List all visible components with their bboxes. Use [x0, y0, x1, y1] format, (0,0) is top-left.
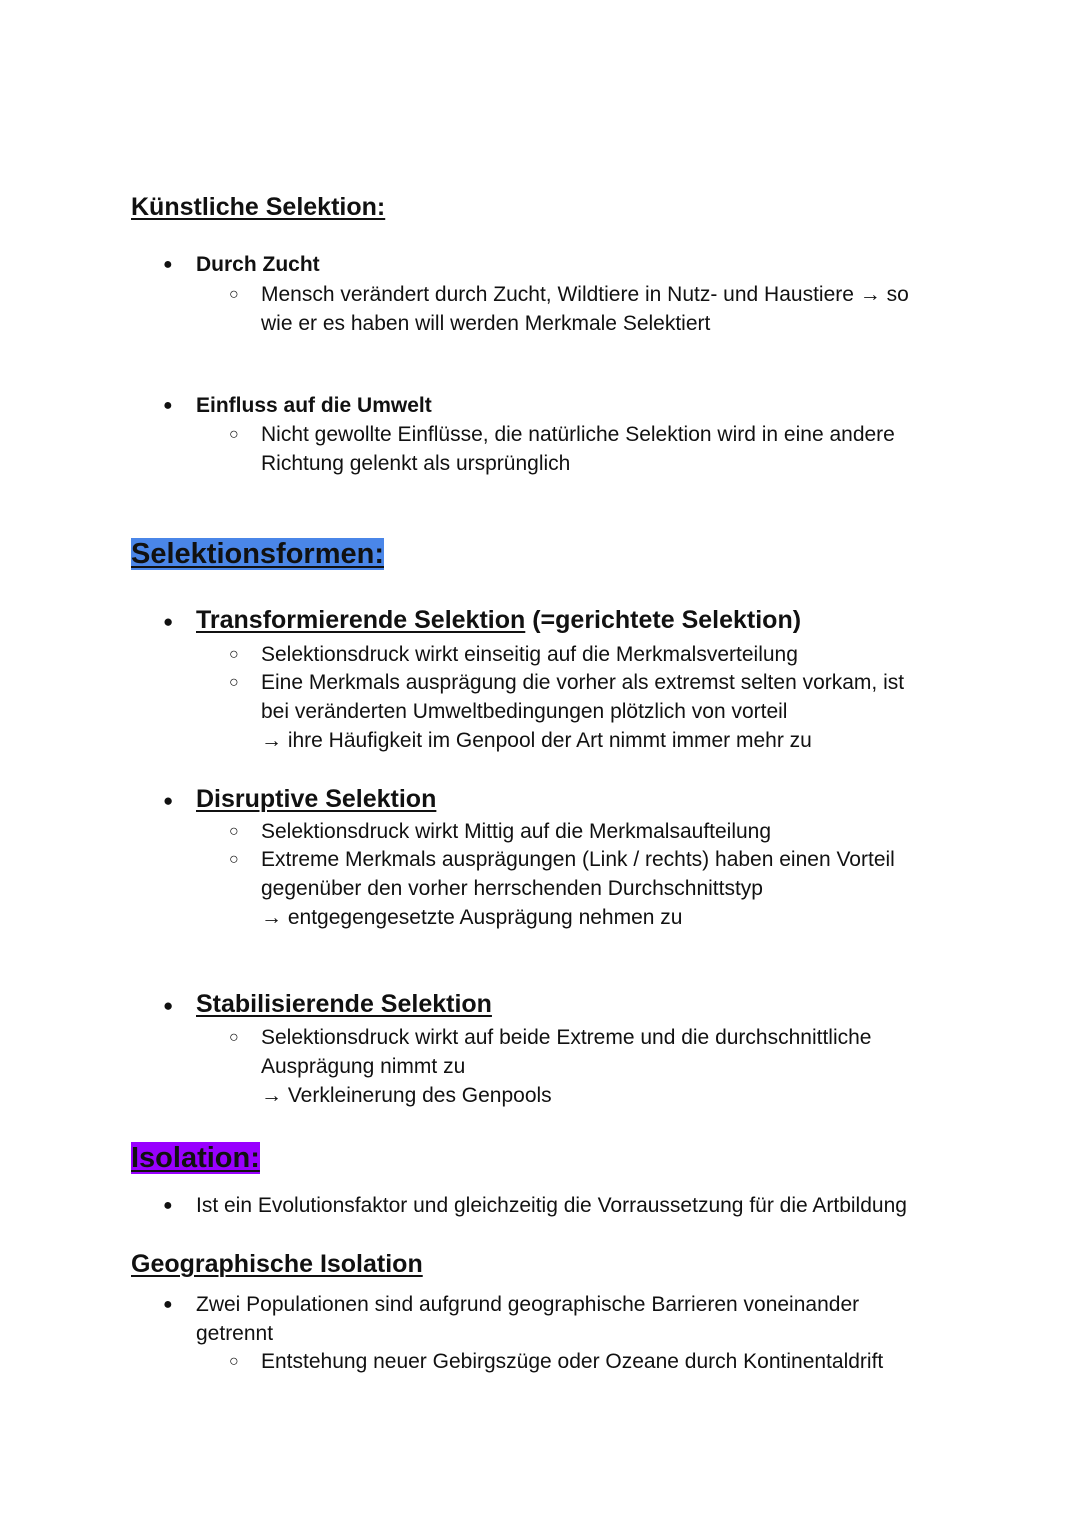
bullet-transformierende-selektion [196, 606, 801, 635]
text-line: ○ Mensch verändert durch Zucht, Wildtiere in Nutz- und Haustiere → so [261, 283, 909, 306]
heading-isolation [131, 1142, 260, 1175]
text-line: ○ Selektionsdruck wirkt auf beide Extreme und die durchschnittliche [261, 1026, 872, 1049]
text-line: bei veränderten Umweltbedingungen plötzlich von vorteil [261, 700, 788, 723]
term-title: Transformierende Selektion [196, 606, 526, 634]
text-line: → entgegengesetzte Ausprägung nehmen zu [261, 906, 683, 929]
term-title: Disruptive Selektion [196, 785, 437, 813]
text-line: → ihre Häufigkeit im Genpool der Art nimmt immer mehr zu [261, 729, 812, 752]
highlighted-heading-text: Isolation: [131, 1142, 260, 1174]
term-title: Stabilisierende Selektion [196, 990, 492, 1018]
text-line: ○ Entstehung neuer Gebirgszüge oder Ozeane durch Kontinentaldrift [261, 1350, 884, 1373]
sub-bullet-transformierende-1 [261, 640, 951, 669]
bullet-einfluss-umwelt: ● Einfluss auf die Umwelt [196, 391, 432, 420]
bullet-disruptive-selektion [196, 785, 436, 814]
text-line: gegenüber den vorher herrschenden Durchschnittstyp [261, 877, 763, 900]
text-line: Ausprägung nimmt zu [261, 1055, 466, 1078]
text-line: ○ Selektionsdruck wirkt Mittig auf die Merkmalsaufteilung [261, 820, 772, 843]
sub-bullet-stabilisierende [261, 1023, 951, 1110]
text-line: ○ Nicht gewollte Einflüsse, die natürliche Selektion wird in eine andere [261, 423, 895, 446]
text-line: Richtung gelenkt als ursprünglich [261, 452, 571, 475]
sub-bullet-transformierende-2 [261, 668, 951, 755]
sub-bullet-zucht [261, 280, 951, 338]
text-line: → Verkleinerung des Genpools [261, 1084, 552, 1107]
bullet-geographische [196, 1290, 859, 1348]
sub-bullet-disruptive-1 [261, 817, 951, 846]
text-line: wie er es haben will werden Merkmale Selektiert [261, 312, 711, 335]
heading-selektionsformen [131, 538, 384, 571]
sub-bullet-umwelt [261, 420, 951, 478]
text-line: ○ Extreme Merkmals ausprägungen (Link / rechts) haben einen Vorteil [261, 848, 895, 871]
heading-kuenstliche-selektion: Künstliche Selektion: [131, 193, 386, 221]
highlighted-heading-text: Selektionsformen: [131, 538, 384, 570]
text-line: ○ Selektionsdruck wirkt einseitig auf die Merkmalsverteilung [261, 643, 798, 666]
sub-bullet-disruptive-2 [261, 845, 951, 932]
bullet-isolation: ● Ist ein Evolutionsfaktor und gleichzeitig die Vorraussetzung für die Artbildung [196, 1191, 907, 1220]
text-line: ● Zwei Populationen sind aufgrund geographische Barrieren voneinander [196, 1293, 860, 1316]
bullet-durch-zucht: ● Durch Zucht [196, 250, 320, 279]
bullet-stabilisierende-selektion [196, 990, 492, 1019]
text-line: ○ Eine Merkmals ausprägung die vorher als extremst selten vorkam, ist [261, 671, 905, 694]
text-line: getrennt [196, 1322, 274, 1345]
term-suffix: (=gerichtete Selektion) [525, 606, 802, 634]
heading-geographische-isolation: Geographische Isolation [131, 1250, 423, 1278]
sub-bullet-geographische [261, 1347, 951, 1376]
